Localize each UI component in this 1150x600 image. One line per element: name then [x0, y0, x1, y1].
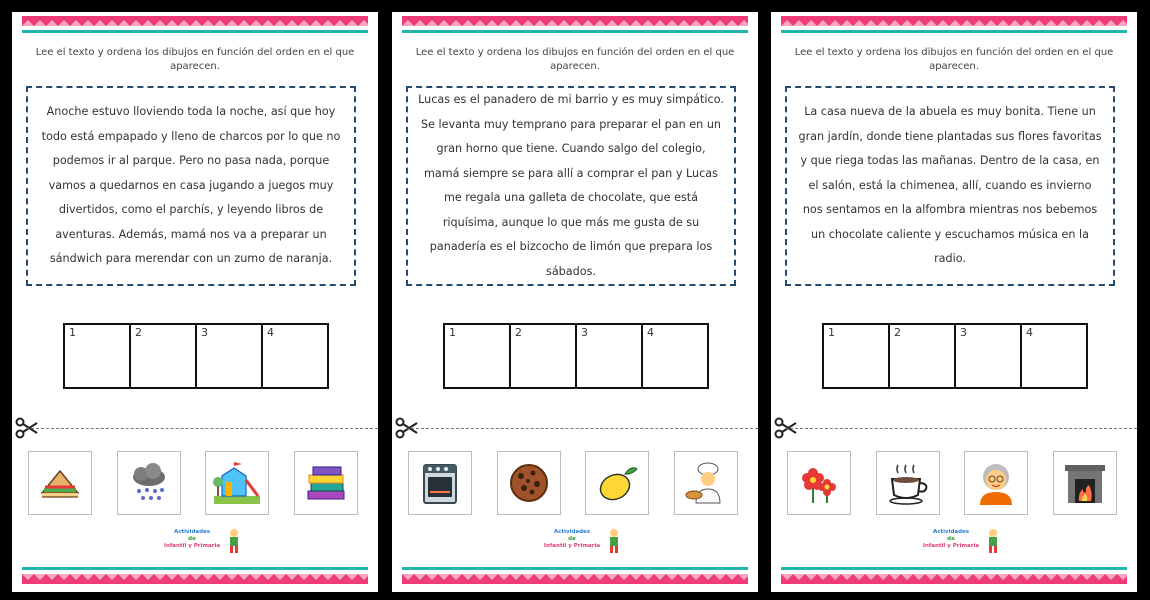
logo-text-line1: Actividades	[173, 529, 211, 535]
answer-box[interactable]	[195, 323, 263, 389]
books-icon	[302, 459, 350, 507]
instruction-text: Lee el texto y ordena los dibujos en función del orden en el que aparecen.	[794, 47, 1114, 72]
brand-logo	[160, 528, 244, 556]
story-text: La casa nueva de la abuela es muy bonita. Tiene un gran jardín, donde tiene plantadas sus flores favoritas y que riega todas las mañanas. Dentro de la casa, en el salón, está la chimenea, allí, cuando es invierno nos sentamos en la alfombra mientras nos bebemos un chocolate caliente y escuchamos música en la radio.	[798, 105, 1102, 266]
answer-box[interactable]	[822, 323, 890, 389]
logo-text-line2: de	[568, 536, 576, 542]
answer-boxes	[63, 323, 329, 389]
hot-chocolate-icon	[884, 459, 932, 507]
story-box	[26, 86, 356, 286]
box-number: 2	[515, 326, 522, 339]
decorative-border-bottom	[22, 566, 368, 588]
worksheet-2	[392, 12, 758, 592]
story-text: Anoche estuvo lloviendo toda la noche, así que hoy todo está empapado y lleno de charcos por lo que no podemos ir al parque. Pero no pasa nada, porque vamos a quedarnos en casa jugando a juegos muy divertidos, como el parchís, y leyendo libros de aventuras. Además, mamá nos va a preparar un sándwich para merendar con un zumo de naranja.	[41, 105, 341, 266]
picture-card[interactable]	[674, 451, 738, 515]
box-number: 1	[828, 326, 835, 339]
brand-logo	[919, 528, 1003, 556]
baker-icon	[682, 459, 730, 507]
box-number: 4	[267, 326, 274, 339]
park-icon	[212, 458, 262, 508]
picture-card[interactable]	[585, 451, 649, 515]
box-number: 1	[449, 326, 456, 339]
box-number: 1	[69, 326, 76, 339]
box-number: 2	[135, 326, 142, 339]
picture-card[interactable]	[408, 451, 472, 515]
logo-text-line1: Actividades	[932, 529, 970, 535]
logo-character-icon	[985, 528, 1001, 554]
answer-box[interactable]	[63, 323, 131, 389]
picture-card[interactable]	[964, 451, 1028, 515]
answer-box[interactable]	[888, 323, 956, 389]
logo-character-icon	[226, 528, 242, 554]
picture-card[interactable]	[497, 451, 561, 515]
logo-text-line2: de	[947, 536, 955, 542]
answer-box[interactable]	[954, 323, 1022, 389]
flowers-icon	[795, 459, 843, 507]
picture-cards	[28, 451, 358, 515]
answer-box[interactable]	[129, 323, 197, 389]
picture-card[interactable]	[876, 451, 940, 515]
worksheet-1	[12, 12, 378, 592]
cut-line	[406, 428, 758, 429]
box-number: 4	[1026, 326, 1033, 339]
answer-box[interactable]	[509, 323, 577, 389]
picture-card[interactable]	[294, 451, 358, 515]
picture-card[interactable]	[205, 451, 269, 515]
lemon-icon	[593, 459, 641, 507]
picture-cards	[408, 451, 738, 515]
decorative-border-top	[402, 12, 748, 34]
story-box	[406, 86, 736, 286]
instruction-text: Lee el texto y ordena los dibujos en función del orden en el que aparecen.	[35, 47, 355, 72]
sandwich-icon	[36, 459, 84, 507]
story-box	[785, 86, 1115, 286]
box-number: 2	[894, 326, 901, 339]
logo-text-line3: Infantil y Primaria	[163, 543, 221, 549]
picture-card[interactable]	[787, 451, 851, 515]
box-number: 3	[960, 326, 967, 339]
instruction-text: Lee el texto y ordena los dibujos en función del orden en el que aparecen.	[415, 47, 735, 72]
cut-line	[26, 428, 378, 429]
answer-boxes	[822, 323, 1088, 389]
answer-box[interactable]	[1020, 323, 1088, 389]
logo-text-line1: Actividades	[553, 529, 591, 535]
decorative-border-top	[781, 12, 1127, 34]
answer-box[interactable]	[575, 323, 643, 389]
cookie-icon	[505, 459, 553, 507]
picture-card[interactable]	[1053, 451, 1117, 515]
rain-cloud-icon	[125, 459, 173, 507]
oven-icon	[416, 459, 464, 507]
box-number: 3	[581, 326, 588, 339]
logo-character-icon	[606, 528, 622, 554]
logo-text-line3: Infantil y Primaria	[922, 543, 980, 549]
picture-card[interactable]	[28, 451, 92, 515]
box-number: 4	[647, 326, 654, 339]
brand-logo	[540, 528, 624, 556]
logo-text-line2: de	[188, 536, 196, 542]
worksheet-3	[771, 12, 1137, 592]
picture-card[interactable]	[117, 451, 181, 515]
grandmother-icon	[972, 459, 1020, 507]
decorative-border-bottom	[402, 566, 748, 588]
answer-boxes	[443, 323, 709, 389]
decorative-border-top	[22, 12, 368, 34]
story-text: Lucas es el panadero de mi barrio y es muy simpático. Se levanta muy temprano para preparar el pan en un gran horno que tiene. Cuando salgo del colegio, mamá siempre se para allí a comprar el pan y Lucas me regala una galleta de chocolate, que está riquísima, aunque lo que más me gusta de su panadería es el bizcocho de limón que prepara los sábados.	[418, 93, 724, 278]
answer-box[interactable]	[641, 323, 709, 389]
answer-box[interactable]	[443, 323, 511, 389]
answer-box[interactable]	[261, 323, 329, 389]
logo-text-line3: Infantil y Primaria	[543, 543, 601, 549]
picture-cards	[787, 451, 1117, 515]
box-number: 3	[201, 326, 208, 339]
fireplace-icon	[1061, 459, 1109, 507]
cut-line	[785, 428, 1137, 429]
decorative-border-bottom	[781, 566, 1127, 588]
